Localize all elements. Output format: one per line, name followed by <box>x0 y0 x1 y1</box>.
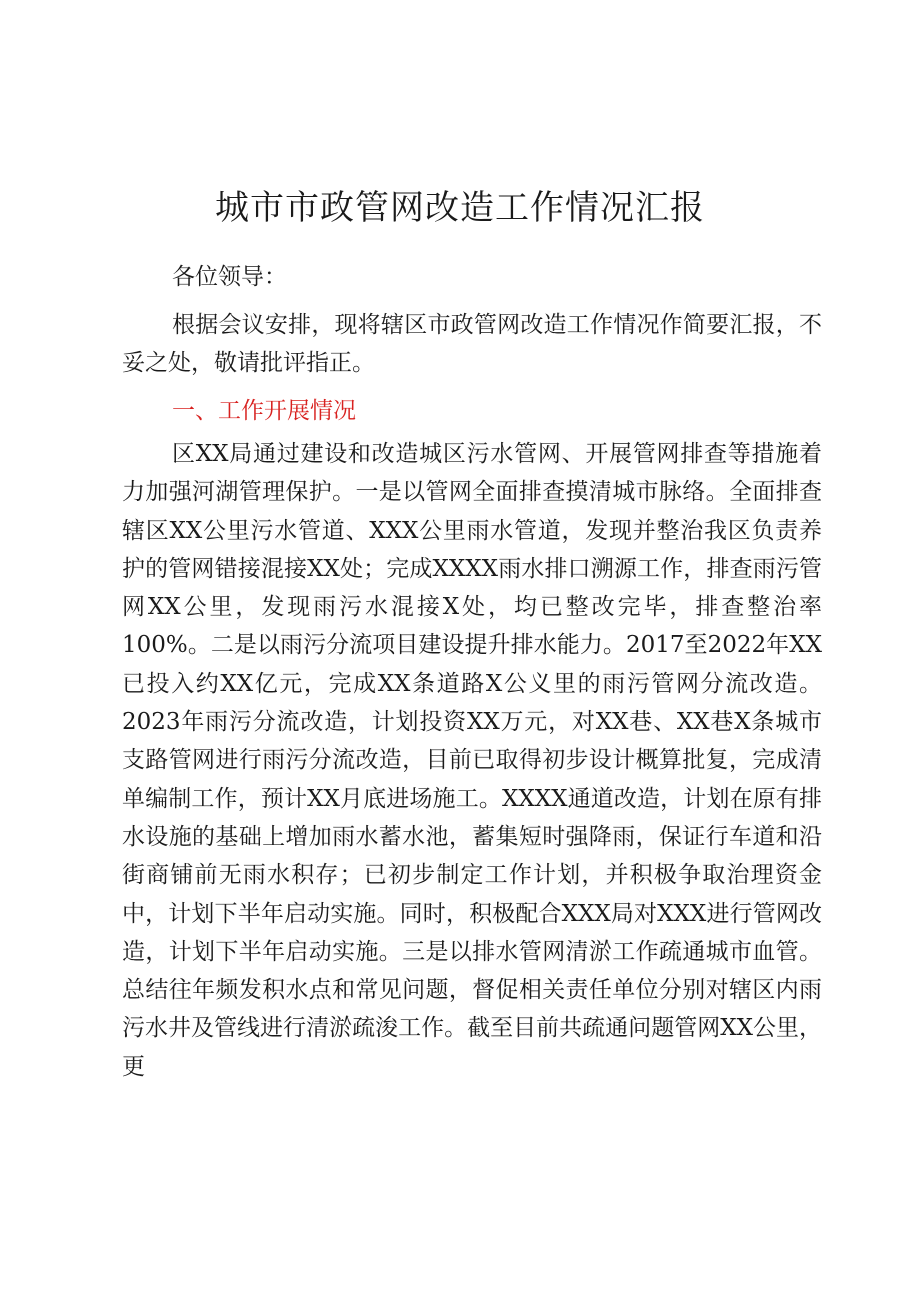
body-paragraph: 区XX局通过建设和改造城区污水管网、开展管网排查等措施着力加强河湖管理保护。一是以管网全面排查摸清城市脉络。全面排查辖区XX公里污水管道、XXX公里雨水管道，发现并整治我区负责养护的管网错接混接XX处；完成XXXX雨水排口溯源工作，排查雨污管网XX公里，发现雨污水混接X处，均已整改完毕，排查整治率100%。二是以雨污分流项目建设提升排水能力。2017至2022年XX已投入约XX亿元，完成XX条道路X公义里的雨污管网分流改造。2023年雨污分流改造，计划投资XX万元，对XX巷、XX巷X条城市支路管网进行雨污分流改造，目前已取得初步设计概算批复，完成清单编制工作，预计XX月底进场施工。XXXX通道改造，计划在原有排水设施的基础上增加雨水蓄水池，蓄集短时强降雨，保证行车道和沿街商铺前无雨水积存；已初步制定工作计划，并积极争取治理资金中，计划下半年启动实施。同时，积极配合XXX局对XXX进行管网改造，计划下半年启动实施。三是以排水管网清淤工作疏通城市血管。总结往年频发积水点和常见问题，督促相关责任单位分别对辖区内雨污水井及管线进行清淤疏浚工作。截至目前共疏通问题管网XX公里，更 <box>122 441 822 1080</box>
salutation: 各位领导： <box>172 264 287 290</box>
document-title: 城市市政管网改造工作情况汇报 <box>215 188 705 228</box>
intro-paragraph: 根据会议安排，现将辖区市政管网改造工作情况作简要汇报，不妥之处，敬请批评指正。 <box>122 312 822 377</box>
section-heading: 一、工作开展情况 <box>172 398 356 424</box>
